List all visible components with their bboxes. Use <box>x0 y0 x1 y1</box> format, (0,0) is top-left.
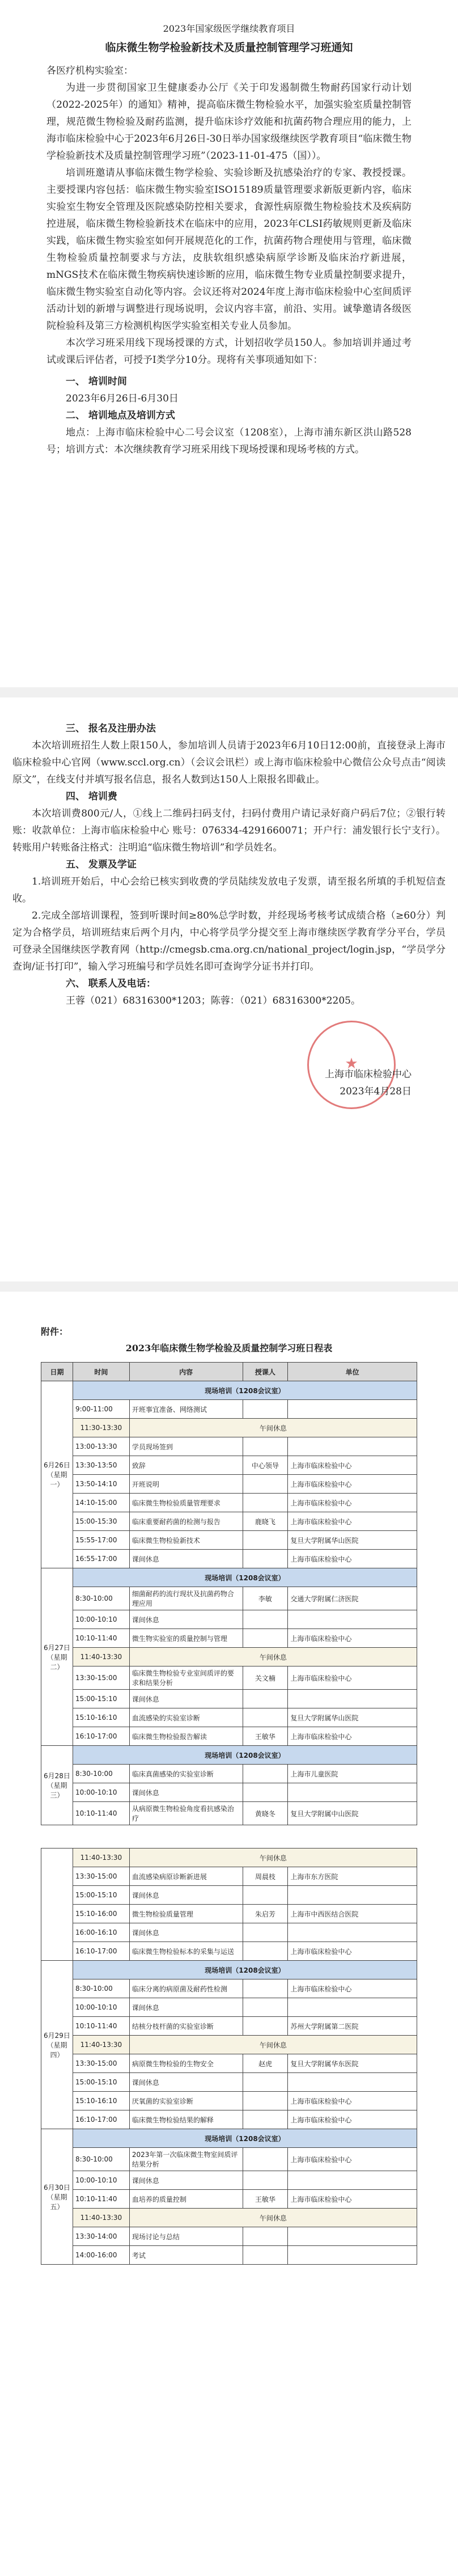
page1-header: 2023年国家级医学继续教育项目 <box>163 23 295 34</box>
speaker-cell <box>243 2227 288 2246</box>
unit-cell <box>288 1923 417 1942</box>
table-row <box>41 2110 417 2129</box>
speaker-cell: 王敏华 <box>243 2190 288 2209</box>
unit-cell <box>288 1998 417 2017</box>
unit-cell: 上海市临床检验中心 <box>288 2110 417 2129</box>
table-row <box>41 1400 417 1419</box>
table-row <box>41 1690 417 1708</box>
content-cell: 临床微生物检验报告解读 <box>129 1727 243 1746</box>
time-cell: 15:00-15:10 <box>73 1690 129 1708</box>
break-cell: 午间休息 <box>129 1419 417 1437</box>
table-row <box>41 1998 417 2017</box>
date-cell <box>41 1849 73 1961</box>
table-row <box>41 1666 417 1690</box>
table-row <box>41 1961 417 1979</box>
speaker-cell <box>243 1437 288 1456</box>
col-date: 日期 <box>41 1363 73 1381</box>
speaker-cell <box>243 1610 288 1629</box>
unit-cell: 上海市临床检验中心 <box>288 1629 417 1648</box>
unit-cell: 上海市临床检验中心 <box>288 1550 417 1568</box>
speaker-cell: 朱启芳 <box>243 1905 288 1923</box>
official-seal: ★ <box>307 1021 396 1109</box>
content-cell: 课间休息 <box>129 1690 243 1708</box>
content-cell: 课间休息 <box>129 1923 243 1942</box>
table-row <box>41 2054 417 2073</box>
time-cell: 10:10-11:40 <box>73 2017 129 2036</box>
content-cell: 2023年第一次临床微生物室间质评结果分析 <box>129 2148 243 2171</box>
content-cell: 课间休息 <box>129 1610 243 1629</box>
speaker-cell: 鹿晓飞 <box>243 1512 288 1531</box>
session-header: 现场培训（1208会议室） <box>73 1568 417 1587</box>
content-cell: 课间休息 <box>129 1886 243 1905</box>
unit-cell: 上海市临床检验中心 <box>288 1475 417 1494</box>
time-cell: 13:30-13:50 <box>73 1456 129 1475</box>
para-1: 为进一步贯彻国家卫生健康委办公厅《关于印发遏制微生物耐药国家行动计划（2022-2025年）的通知》精神，提高临床微生物检验水平，加强实验室质量控制管理，规范微生物检验及耐药监测，提升临床诊疗效能和抗菌药物合理应用的能力，上海市临床检验中心于2023年6月26日-30日举办国家级继续医学教育项目“临床微生物学检验新技术及质量控制管理学习班”（2023-11-01-475（国））。 <box>46 82 412 162</box>
content-cell: 结核分枝杆菌的实验室诊断 <box>129 2017 243 2036</box>
unit-cell: 上海市临床检验中心 <box>288 2092 417 2110</box>
speaker-cell <box>243 2017 288 2036</box>
time-cell: 16:10-17:00 <box>73 1727 129 1746</box>
content-cell: 致辞 <box>129 1456 243 1475</box>
time-cell: 15:55-17:00 <box>73 1531 129 1550</box>
table-row <box>41 1905 417 1923</box>
page1-title: 临床微生物学检验新技术及质量控制管理学习班通知 <box>105 41 353 54</box>
table-row <box>41 1437 417 1456</box>
unit-cell: 上海市儿童医院 <box>288 1765 417 1783</box>
attachment-label: 附件： <box>41 1326 69 1337</box>
unit-cell: 上海市临床检验中心 <box>288 1942 417 1961</box>
time-cell: 8:30-10:00 <box>73 1979 129 1998</box>
speaker-cell <box>243 1886 288 1905</box>
unit-cell: 上海市临床检验中心 <box>288 1727 417 1746</box>
table-row <box>41 1727 417 1746</box>
table-row <box>41 1886 417 1905</box>
table-row <box>41 1867 417 1886</box>
table-row <box>41 1494 417 1512</box>
table-row <box>41 1512 417 1531</box>
table-row <box>41 2073 417 2092</box>
table-row <box>41 1381 417 1400</box>
col-time: 时间 <box>73 1363 129 1381</box>
table-row <box>41 2036 417 2054</box>
table-row <box>41 2246 417 2265</box>
unit-cell <box>288 1400 417 1419</box>
date-cell: 6月29日（星期四） <box>41 1961 73 2129</box>
speaker-cell <box>243 1998 288 2017</box>
sec4-title: 四、 培训费 <box>66 791 117 802</box>
time-cell: 16:00-16:10 <box>73 1923 129 1942</box>
table-row <box>41 2209 417 2227</box>
table-row <box>41 2092 417 2110</box>
time-cell: 13:30-15:00 <box>73 1867 129 1886</box>
unit-cell <box>288 2171 417 2190</box>
speaker-cell <box>243 1400 288 1419</box>
content-cell: 课间休息 <box>129 1550 243 1568</box>
sec5-item-1: 1.培训班开始后，中心会给已核实到收费的学员陆续发放电子发票，请至报名所填的手机短信查收。 <box>12 876 446 904</box>
speaker-cell <box>243 1494 288 1512</box>
content-cell: 病原微生物检验的生物安全 <box>129 2054 243 2073</box>
sec6-text: 王蓉（021）68316300*1203；陈蓉：（021）68316300*2205。 <box>66 995 361 1006</box>
sec2-title: 二、 培训地点及培训方式 <box>66 410 175 421</box>
time-cell: 10:10-11:40 <box>73 2190 129 2209</box>
speaker-cell: 赵虎 <box>243 2054 288 2073</box>
speaker-cell <box>243 1979 288 1998</box>
unit-cell: 上海市临床检验中心 <box>288 1512 417 1531</box>
table-row <box>41 1648 417 1666</box>
speaker-cell <box>243 2110 288 2129</box>
content-cell: 考试 <box>129 2246 243 2265</box>
session-header: 现场培训（1208会议室） <box>73 1381 417 1400</box>
table-row <box>41 1849 417 1867</box>
sec1-text: 2023年6月26日-6月30日 <box>66 393 179 404</box>
table-row <box>41 1923 417 1942</box>
time-cell: 8:30-10:00 <box>73 1587 129 1610</box>
content-cell: 现场讨论与总结 <box>129 2227 243 2246</box>
table-row <box>41 2148 417 2171</box>
page-divider-2 <box>0 1281 458 1292</box>
schedule-table <box>41 1362 417 1825</box>
speaker-cell <box>243 1550 288 1568</box>
time-cell: 16:10-17:00 <box>73 2110 129 2129</box>
content-cell: 课间休息 <box>129 2171 243 2190</box>
unit-cell: 复旦大学附属华山医院 <box>288 1531 417 1550</box>
unit-cell: 复旦大学附属华山医院 <box>288 1708 417 1727</box>
table-row <box>41 1531 417 1550</box>
unit-cell <box>288 1437 417 1456</box>
unit-cell <box>288 1690 417 1708</box>
content-cell: 临床微生物检验标本的采集与运送 <box>129 1942 243 1961</box>
speaker-cell <box>243 1629 288 1648</box>
content-cell: 微生物实验室的质量控制与管理 <box>129 1629 243 1648</box>
unit-cell <box>288 1610 417 1629</box>
speaker-cell <box>243 1783 288 1802</box>
content-cell: 临床真菌感染的实验室诊断 <box>129 1765 243 1783</box>
date-cell: 6月30日（星期五） <box>41 2129 73 2265</box>
break-cell: 午间休息 <box>129 1648 417 1666</box>
unit-cell <box>288 2246 417 2265</box>
time-cell: 13:00-13:30 <box>73 1437 129 1456</box>
time-cell: 10:10-11:40 <box>73 1802 129 1825</box>
page-1 <box>12 0 446 686</box>
time-cell: 10:00-10:10 <box>73 2171 129 2190</box>
sign-date: 2023年4月28日 <box>340 1086 412 1097</box>
time-cell: 11:40-13:30 <box>73 2209 129 2227</box>
table-row <box>41 1610 417 1629</box>
unit-cell <box>288 2227 417 2246</box>
content-cell: 课间休息 <box>129 1998 243 2017</box>
table-row <box>41 1765 417 1783</box>
speaker-cell <box>243 1690 288 1708</box>
unit-cell: 上海市临床检验中心 <box>288 2190 417 2209</box>
time-cell: 10:00-10:10 <box>73 1610 129 1629</box>
page-divider <box>0 687 458 697</box>
content-cell: 临床微生物检验质量管理要求 <box>129 1494 243 1512</box>
speaker-cell <box>243 2148 288 2171</box>
session-header: 现场培训（1208会议室） <box>73 1746 417 1765</box>
content-cell: 血流感染病原诊断新进展 <box>129 1867 243 1886</box>
unit-cell: 上海市临床检验中心 <box>288 1494 417 1512</box>
time-cell: 15:00-15:30 <box>73 1512 129 1531</box>
table-row <box>41 1475 417 1494</box>
sec2-text: 地点：上海市临床检验中心二号会议室（1208室），上海市浦东新区洪山路528号；培训方式：本次继续教育学习班采用线下现场授课和现场考核的方式。 <box>46 427 412 455</box>
time-cell: 15:00-15:10 <box>73 1886 129 1905</box>
time-cell: 11:40-13:30 <box>73 2036 129 2054</box>
table-row <box>41 1783 417 1802</box>
time-cell: 10:10-11:40 <box>73 1629 129 1648</box>
content-cell: 开班事宜准备、网络测试 <box>129 1400 243 1419</box>
time-cell: 15:00-15:10 <box>73 2073 129 2092</box>
time-cell: 11:40-13:30 <box>73 1849 129 1867</box>
content-cell: 临床微生物检验新技术 <box>129 1531 243 1550</box>
speaker-cell: 周晨枝 <box>243 1867 288 1886</box>
table-row <box>41 1456 417 1475</box>
unit-cell: 复旦大学附属华东医院 <box>288 2054 417 2073</box>
speaker-cell <box>243 1923 288 1942</box>
unit-cell: 上海市临床检验中心 <box>288 1979 417 1998</box>
time-cell: 13:30-15:00 <box>73 1666 129 1690</box>
speaker-cell <box>243 2246 288 2265</box>
content-cell: 临床微生物检验结果的解释 <box>129 2110 243 2129</box>
page-2 <box>12 697 446 1270</box>
sec6-title: 六、 联系人及电话： <box>66 978 156 989</box>
table-row <box>41 1419 417 1437</box>
break-cell: 午间休息 <box>129 2209 417 2227</box>
sec1-title: 一、 培训时间 <box>66 376 127 387</box>
content-cell: 细菌耐药的流行现状及抗菌药物合理应用 <box>129 1587 243 1610</box>
page-3 <box>12 1304 446 2576</box>
table-row <box>41 1550 417 1568</box>
table-row <box>41 2017 417 2036</box>
unit-cell: 苏州大学附属第二医院 <box>288 2017 417 2036</box>
table-row <box>41 1629 417 1648</box>
time-cell: 14:10-15:00 <box>73 1494 129 1512</box>
time-cell: 13:30-15:00 <box>73 2054 129 2073</box>
table-row <box>41 1979 417 1998</box>
sec5-title: 五、 发票及学证 <box>66 859 137 870</box>
content-cell: 临床重要耐药菌的检测与报告 <box>129 1512 243 1531</box>
content-cell: 课间休息 <box>129 1783 243 1802</box>
session-header: 现场培训（1208会议室） <box>73 1961 417 1979</box>
content-cell: 课间休息 <box>129 2073 243 2092</box>
speaker-cell: 黄晓冬 <box>243 1802 288 1825</box>
time-cell: 11:40-13:30 <box>73 1648 129 1666</box>
time-cell: 13:50-14:10 <box>73 1475 129 1494</box>
speaker-cell: 王敏华 <box>243 1727 288 1746</box>
speaker-cell <box>243 1475 288 1494</box>
date-cell: 6月28日（星期三） <box>41 1746 73 1825</box>
time-cell: 11:30-13:30 <box>73 1419 129 1437</box>
para-2: 培训班邀请从事临床微生物学检验、实验诊断及抗感染治疗的专家、教授授课。主要授课内容包括：临床微生物实验室ISO15189质量管理要求新版更新内容，临床实验室生物安全管理及医院感染防控相关要求，食源性病原微生物检验技术及疾病防控进展，临床微生物检验新技术在临床中的应用，2023年CLSI药敏规则更新及临床实践，临床微生物实验室如何开展规范化的工作，抗菌药物合理使用与管理，临床微生物检验质量控制要求与方法，皮肤软组织感染病原学诊断及临床治疗新进展，mNGS技术在临床微生物疾病快速诊断的应用，临床微生物专业质量控制要求提升，临床微生物实验室自动化等内容。会议还将对2024年度上海市临床检验中心室间质评活动计划的新增与调整进行现场说明，会议内容丰富，前沿、实用。诚挚邀请各级医院检验科及第三方检测机构医学实验室相关专业人员参加。 <box>46 167 412 332</box>
org-signature: 上海市临床检验中心 <box>325 1069 412 1080</box>
speaker-cell: 李敏 <box>243 1587 288 1610</box>
sec5-item-2: 2.完成全部培训课程，签到听课时间≥80%总学时数，并经现场考核考试成绩合格（≥60分）判定为合格学员，培训班结束后两个月内，中心将学员学分提交至上海市继续医学教育学分平台，学员可登录全国继续医学教育网（http://cmegsb.cma.org.cn/national_project/login.jsp，“学员学分查询/证书打印”，输入学习班编号和学员姓名即可查询学分证书并打印。 <box>12 910 446 972</box>
time-cell: 10:00-10:10 <box>73 1998 129 2017</box>
content-cell: 微生物检验质量管理 <box>129 1905 243 1923</box>
speaker-cell <box>243 1708 288 1727</box>
speaker-cell <box>243 2171 288 2190</box>
speaker-cell: 关文楠 <box>243 1666 288 1690</box>
time-cell: 8:30-10:00 <box>73 1765 129 1783</box>
content-cell: 临床分离的病原菌及耐药性检测 <box>129 1979 243 1998</box>
time-cell: 8:30-10:00 <box>73 2148 129 2171</box>
sec3-text: 本次培训班招生人数上限150人，参加培训人员请于2023年6月10日12:00前，直接登录上海市临床检验中心官网（www.sccl.org.cn）（会议会讯栏）或上海市临床检验中心微信公众号点击“阅读原文”，在线支付并填写报名信息，报名人数到达150人上限报名即截止。 <box>12 740 446 785</box>
time-cell: 15:10-16:00 <box>73 1905 129 1923</box>
table-row <box>41 2129 417 2148</box>
time-cell: 16:55-17:00 <box>73 1550 129 1568</box>
content-cell: 厌氧菌的实验室诊断 <box>129 2092 243 2110</box>
sec4-text: 本次培训费800元/人，①线上二维码扫码支付，扫码付费用户请记录好商户码后7位；②银行转账：收款单位：上海市临床检验中心 账号：076334-4291660071；开户行：浦发银行长宁支行）。转账用户转账备注格式：注明追“临床微生物培训”和学员姓名。 <box>12 808 446 853</box>
content-cell: 血培养的质量控制 <box>129 2190 243 2209</box>
para-3: 本次学习班采用线下现场授课的方式，计划招收学员150人。参加培训并通过考试或课后评估者，可授予Ⅰ类学分10分。现将有关事项通知如下： <box>46 337 412 366</box>
table-row <box>41 1942 417 1961</box>
table-row <box>41 2190 417 2209</box>
speaker-cell <box>243 2073 288 2092</box>
speaker-cell <box>243 1765 288 1783</box>
table-row <box>41 1802 417 1825</box>
content-cell: 血流感染的实验室诊断 <box>129 1708 243 1727</box>
time-cell: 13:30-14:00 <box>73 2227 129 2246</box>
unit-cell <box>288 1783 417 1802</box>
time-cell: 10:00-10:10 <box>73 1783 129 1802</box>
unit-cell: 交通大学附属仁济医院 <box>288 1587 417 1610</box>
speaker-cell <box>243 2092 288 2110</box>
unit-cell: 复旦大学附属中山医院 <box>288 1802 417 1825</box>
unit-cell: 上海市临床检验中心 <box>288 1666 417 1690</box>
schedule-table-continued <box>41 1848 417 2265</box>
content-cell: 从病原微生物检验角度看抗感染治疗 <box>129 1802 243 1825</box>
date-cell: 6月26日（星期一） <box>41 1381 73 1568</box>
col-unit: 单位 <box>288 1363 417 1381</box>
unit-cell: 上海市中西医结合医院 <box>288 1905 417 1923</box>
content-cell: 开班说明 <box>129 1475 243 1494</box>
table-row <box>41 1587 417 1610</box>
col-content: 内容 <box>129 1363 243 1381</box>
salutation: 各医疗机构实验室： <box>46 65 133 77</box>
session-header: 现场培训（1208会议室） <box>73 2129 417 2148</box>
table-row <box>41 1568 417 1587</box>
table-row <box>41 2171 417 2190</box>
schedule-title: 2023年临床微生物学检验及质量控制学习班日程表 <box>125 1343 333 1353</box>
sec3-title: 三、 报名及注册办法 <box>66 723 156 734</box>
unit-cell <box>288 2073 417 2092</box>
speaker-cell: 中心领导 <box>243 1456 288 1475</box>
time-cell: 15:10-16:10 <box>73 2092 129 2110</box>
unit-cell <box>288 1886 417 1905</box>
time-cell: 15:10-16:10 <box>73 1708 129 1727</box>
content-cell: 学员现场签到 <box>129 1437 243 1456</box>
table-row <box>41 2227 417 2246</box>
unit-cell: 上海市临床检验中心 <box>288 2148 417 2171</box>
unit-cell: 上海市临床检验中心 <box>288 1456 417 1475</box>
col-speaker: 授课人 <box>243 1363 288 1381</box>
time-cell: 14:00-16:00 <box>73 2246 129 2265</box>
date-cell: 6月27日（星期二） <box>41 1568 73 1746</box>
break-cell: 午间休息 <box>129 1849 417 1867</box>
content-cell: 临床微生物检验专业室间质评的要求和结果分析 <box>129 1666 243 1690</box>
table-row <box>41 1746 417 1765</box>
break-cell: 午间休息 <box>129 2036 417 2054</box>
unit-cell: 上海市东方医院 <box>288 1867 417 1886</box>
time-cell: 16:10-17:00 <box>73 1942 129 1961</box>
table-row <box>41 1708 417 1727</box>
speaker-cell <box>243 1531 288 1550</box>
speaker-cell <box>243 1942 288 1961</box>
time-cell: 9:00-11:00 <box>73 1400 129 1419</box>
